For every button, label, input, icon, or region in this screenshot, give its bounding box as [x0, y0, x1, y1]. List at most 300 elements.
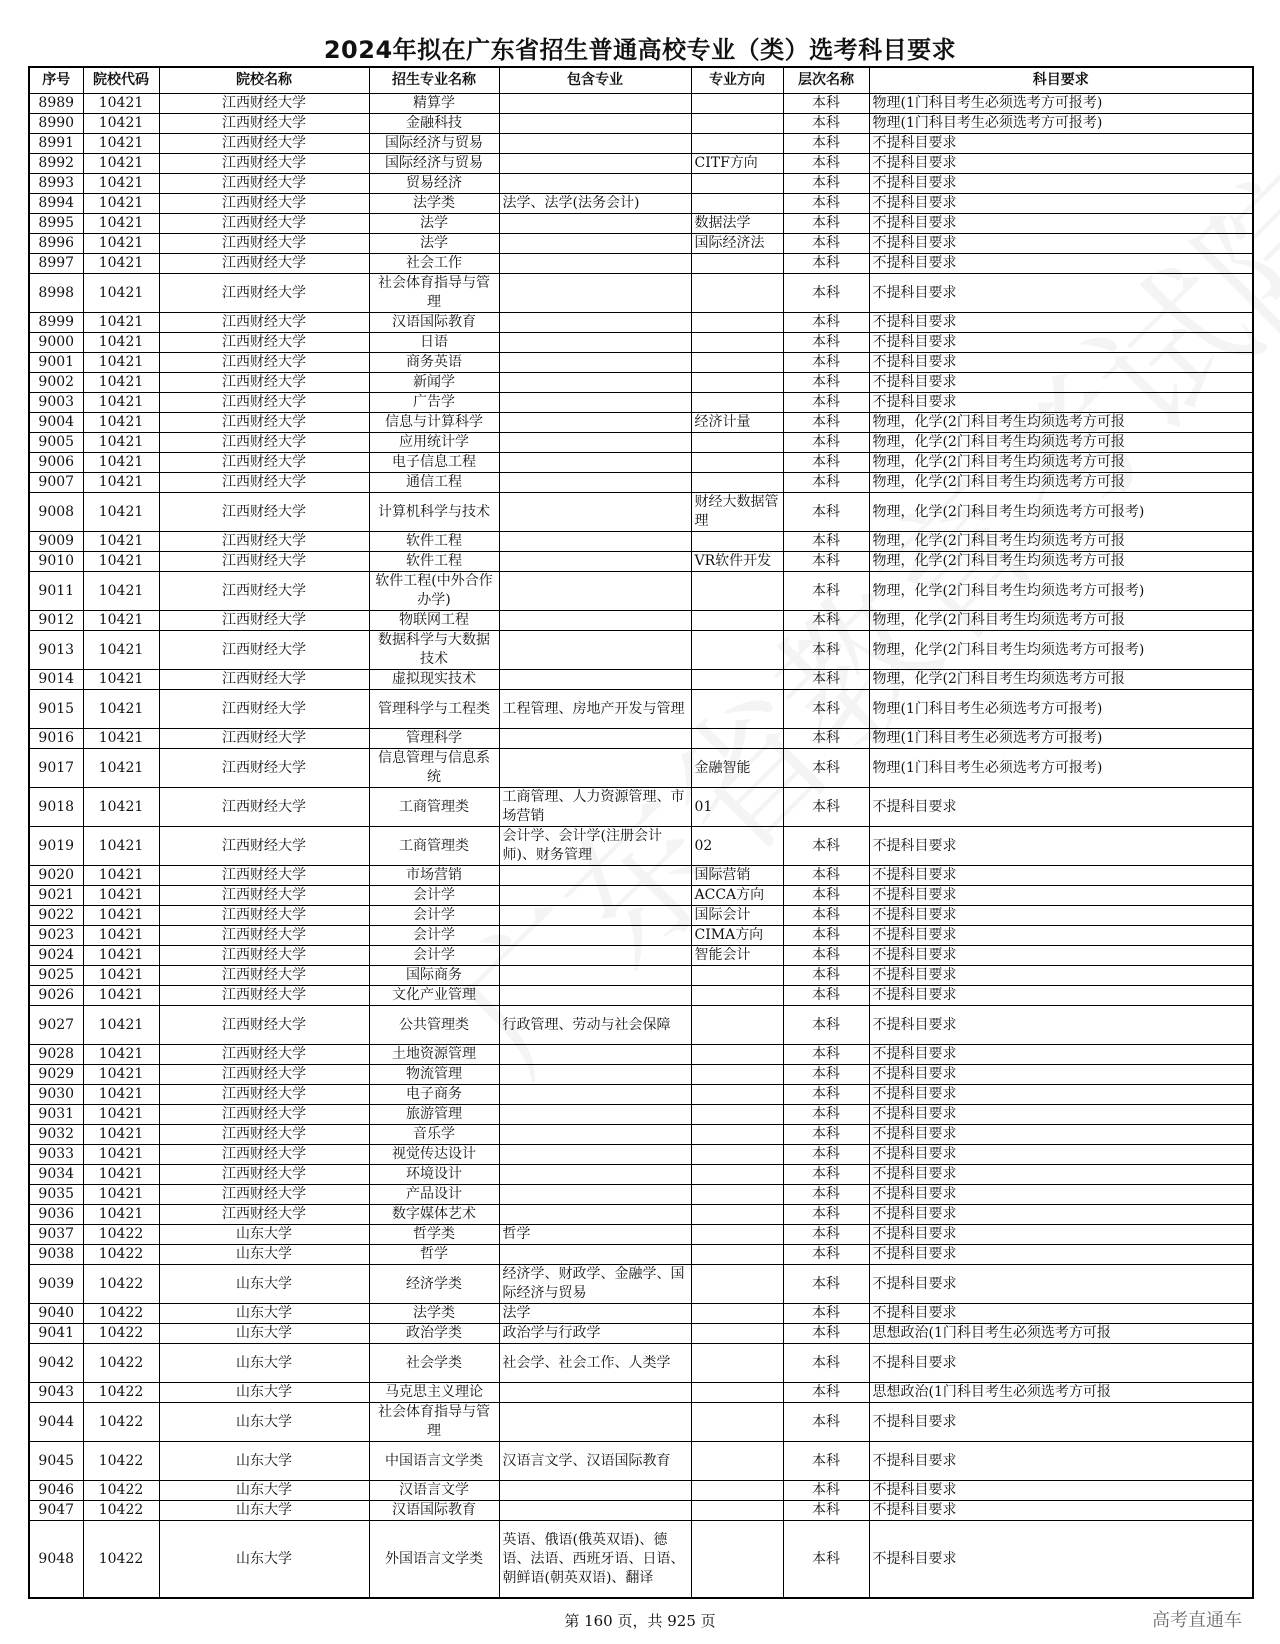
table-row — [29, 94, 1253, 114]
cell-level: 本科 — [783, 611, 869, 631]
cell-subject-requirement: 思想政治(1门科目考生必须选考方可报 — [869, 1324, 1253, 1344]
cell-direction — [691, 572, 783, 611]
cell-included-majors — [499, 134, 691, 154]
cell-included-majors — [499, 1442, 691, 1481]
cell-school-code: 10421 — [83, 631, 159, 670]
cell-school-code: 10422 — [83, 1344, 159, 1383]
cell-school-code: 10422 — [83, 1304, 159, 1324]
cell-school-code: 10421 — [83, 1105, 159, 1125]
cell-seq: 9012 — [29, 611, 83, 631]
cell-school-name: 江西财经大学 — [159, 333, 369, 353]
cell-direction — [691, 631, 783, 670]
cell-level: 本科 — [783, 946, 869, 966]
cell-school-code: 10421 — [83, 1065, 159, 1085]
cell-seq: 9040 — [29, 1304, 83, 1324]
table-row — [29, 1501, 1253, 1521]
cell-seq: 8995 — [29, 214, 83, 234]
cell-text: 社会体育指导与管理 — [378, 275, 490, 310]
table-row — [29, 532, 1253, 552]
cell-school-name: 江西财经大学 — [159, 532, 369, 552]
cell-included-majors — [499, 393, 691, 413]
cell-subject-requirement: 不提科目要求 — [869, 353, 1253, 373]
cell-text: 财经大数据管理 — [694, 494, 779, 529]
cell-major-name — [369, 1344, 499, 1383]
cell-major-name — [369, 749, 499, 788]
table-row — [29, 572, 1253, 611]
cell-major-name: 土地资源管理 — [369, 1045, 499, 1065]
cell-text: 工商管理类 — [399, 837, 469, 854]
cell-text: 软件工程(中外合作办学) — [375, 573, 493, 608]
cell-major-name: 会计学 — [369, 886, 499, 906]
cell-school-code: 10421 — [83, 906, 159, 926]
cell-text: 外国语言文学类 — [385, 1550, 483, 1567]
cell-direction — [691, 966, 783, 986]
cell-included-majors — [499, 1245, 691, 1265]
cell-level: 本科 — [783, 906, 869, 926]
cell-major-name: 贸易经济 — [369, 174, 499, 194]
cell-included-majors — [499, 274, 691, 313]
table-row — [29, 1205, 1253, 1225]
cell-school-name: 山东大学 — [159, 1324, 369, 1344]
cell-school-name: 江西财经大学 — [159, 1065, 369, 1085]
table-row — [29, 174, 1253, 194]
cell-included-majors — [499, 473, 691, 493]
cell-included-majors — [499, 373, 691, 393]
cell-school-name: 江西财经大学 — [159, 749, 369, 788]
cell-school-name: 江西财经大学 — [159, 1165, 369, 1185]
cell-school-code: 10421 — [83, 886, 159, 906]
cell-subject-requirement: 物理，化学(2门科目考生均须选考方可报 — [869, 413, 1253, 433]
cell-school-name: 江西财经大学 — [159, 986, 369, 1006]
cell-school-name: 江西财经大学 — [159, 866, 369, 886]
table-row — [29, 1225, 1253, 1245]
cell-level: 本科 — [783, 1265, 869, 1304]
cell-school-code: 10421 — [83, 788, 159, 827]
table-body — [29, 94, 1253, 1599]
cell-level: 本科 — [783, 254, 869, 274]
cell-major-name: 软件工程 — [369, 552, 499, 572]
cell-direction — [691, 114, 783, 134]
header-level: 层次名称 — [783, 67, 869, 94]
table-row — [29, 114, 1253, 134]
cell-included-majors — [499, 1481, 691, 1501]
cell-seq: 9033 — [29, 1145, 83, 1165]
table-row — [29, 274, 1253, 313]
cell-level: 本科 — [783, 1481, 869, 1501]
table-row — [29, 254, 1253, 274]
cell-seq: 9034 — [29, 1165, 83, 1185]
cell-subject-requirement: 不提科目要求 — [869, 1165, 1253, 1185]
cell-major-name — [369, 631, 499, 670]
cell-direction — [691, 986, 783, 1006]
cell-direction: 国际会计 — [691, 906, 783, 926]
cell-school-name: 江西财经大学 — [159, 254, 369, 274]
cell-level: 本科 — [783, 1145, 869, 1165]
cell-school-name: 山东大学 — [159, 1245, 369, 1265]
cell-level: 本科 — [783, 1324, 869, 1344]
table-row — [29, 1383, 1253, 1403]
cell-major-name: 信息与计算科学 — [369, 413, 499, 433]
cell-school-name: 江西财经大学 — [159, 690, 369, 729]
cell-subject-requirement — [869, 572, 1253, 611]
table-row — [29, 1344, 1253, 1383]
cell-subject-requirement: 不提科目要求 — [869, 214, 1253, 234]
cell-direction — [691, 373, 783, 393]
cell-included-majors — [499, 353, 691, 373]
table-row — [29, 906, 1253, 926]
cell-subject-requirement: 不提科目要求 — [869, 1145, 1253, 1165]
cell-direction — [691, 1145, 783, 1165]
cell-school-code: 10421 — [83, 114, 159, 134]
cell-direction — [691, 1521, 783, 1599]
table-row — [29, 1065, 1253, 1085]
cell-school-code: 10421 — [83, 552, 159, 572]
cell-subject-requirement: 不提科目要求 — [869, 1205, 1253, 1225]
cell-direction — [691, 1185, 783, 1205]
cell-direction — [691, 1006, 783, 1045]
cell-included-majors — [499, 214, 691, 234]
cell-school-code: 10421 — [83, 373, 159, 393]
cell-level: 本科 — [783, 827, 869, 866]
cell-major-name — [369, 572, 499, 611]
page-title: 2024年拟在广东省招生普通高校专业（类）选考科目要求 — [323, 36, 957, 64]
cell-seq: 8997 — [29, 254, 83, 274]
cell-school-name: 江西财经大学 — [159, 906, 369, 926]
cell-included-majors — [499, 234, 691, 254]
cell-subject-requirement: 不提科目要求 — [869, 174, 1253, 194]
cell-school-code: 10421 — [83, 986, 159, 1006]
cell-seq: 9020 — [29, 866, 83, 886]
header-subject-requirement: 科目要求 — [869, 67, 1253, 94]
cell-included-majors — [499, 552, 691, 572]
cell-major-name: 金融科技 — [369, 114, 499, 134]
cell-school-code: 10421 — [83, 729, 159, 749]
cell-level: 本科 — [783, 214, 869, 234]
cell-included-majors — [499, 313, 691, 333]
cell-direction — [691, 1085, 783, 1105]
cell-level: 本科 — [783, 1245, 869, 1265]
cell-included-majors — [499, 94, 691, 114]
cell-major-name: 哲学 — [369, 1245, 499, 1265]
cell-direction — [691, 1205, 783, 1225]
cell-subject-requirement — [869, 1521, 1253, 1599]
cell-direction — [691, 1501, 783, 1521]
cell-major-name: 马克思主义理论 — [369, 1383, 499, 1403]
table-row — [29, 788, 1253, 827]
cell-major-name: 会计学 — [369, 926, 499, 946]
cell-major-name: 视觉传达设计 — [369, 1145, 499, 1165]
cell-direction: 数据法学 — [691, 214, 783, 234]
cell-text: 不提科目要求 — [872, 284, 957, 301]
cell-school-code: 10421 — [83, 313, 159, 333]
cell-school-code: 10421 — [83, 1145, 159, 1165]
cell-direction — [691, 1324, 783, 1344]
cell-level: 本科 — [783, 1085, 869, 1105]
cell-school-name: 江西财经大学 — [159, 433, 369, 453]
cell-school-name: 江西财经大学 — [159, 670, 369, 690]
cell-level: 本科 — [783, 1125, 869, 1145]
cell-included-majors — [499, 1006, 691, 1045]
cell-major-name: 法学类 — [369, 1304, 499, 1324]
cell-major-name: 管理科学 — [369, 729, 499, 749]
cell-school-code: 10421 — [83, 194, 159, 214]
cell-school-name: 江西财经大学 — [159, 552, 369, 572]
cell-school-name: 山东大学 — [159, 1304, 369, 1324]
table-row — [29, 154, 1253, 174]
cell-major-name: 新闻学 — [369, 373, 499, 393]
cell-direction — [691, 353, 783, 373]
cell-level: 本科 — [783, 234, 869, 254]
cell-included-majors: 哲学 — [499, 1225, 691, 1245]
cell-major-name: 市场营销 — [369, 866, 499, 886]
cell-seq: 9013 — [29, 631, 83, 670]
cell-major-name — [369, 788, 499, 827]
cell-school-name: 江西财经大学 — [159, 1125, 369, 1145]
table-row — [29, 1125, 1253, 1145]
cell-school-code: 10421 — [83, 333, 159, 353]
cell-text: 物理，化学(2门科目考生均须选考方可报考) — [872, 641, 1145, 658]
cell-subject-requirement: 不提科目要求 — [869, 946, 1253, 966]
table-row — [29, 1403, 1253, 1442]
cell-major-name: 会计学 — [369, 906, 499, 926]
cell-direction — [691, 1265, 783, 1304]
cell-major-name: 法学 — [369, 214, 499, 234]
cell-subject-requirement: 不提科目要求 — [869, 1304, 1253, 1324]
cell-school-code: 10421 — [83, 926, 159, 946]
cell-level: 本科 — [783, 413, 869, 433]
table-row — [29, 473, 1253, 493]
cell-level: 本科 — [783, 552, 869, 572]
cell-level: 本科 — [783, 393, 869, 413]
cell-text: 物理(1门科目考生必须选考方可报考) — [872, 700, 1103, 717]
cell-level: 本科 — [783, 572, 869, 611]
cell-school-code: 10421 — [83, 154, 159, 174]
cell-subject-requirement: 不提科目要求 — [869, 926, 1253, 946]
cell-seq: 9044 — [29, 1403, 83, 1442]
cell-school-code: 10421 — [83, 214, 159, 234]
cell-subject-requirement: 物理(1门科目考生必须选考方可报考) — [869, 114, 1253, 134]
cell-seq: 9039 — [29, 1265, 83, 1304]
cell-school-name: 江西财经大学 — [159, 788, 369, 827]
cell-school-name: 江西财经大学 — [159, 453, 369, 473]
cell-subject-requirement — [869, 274, 1253, 313]
cell-included-majors: 法学 — [499, 1304, 691, 1324]
cell-included-majors — [499, 631, 691, 670]
cell-subject-requirement: 不提科目要求 — [869, 966, 1253, 986]
cell-subject-requirement: 不提科目要求 — [869, 254, 1253, 274]
cell-school-code: 10421 — [83, 254, 159, 274]
cell-major-name: 国际商务 — [369, 966, 499, 986]
cell-major-name: 社会工作 — [369, 254, 499, 274]
cell-school-name: 江西财经大学 — [159, 493, 369, 532]
cell-text: 中国语言文学类 — [385, 1452, 483, 1469]
cell-subject-requirement: 物理，化学(2门科目考生均须选考方可报 — [869, 670, 1253, 690]
table-row — [29, 1145, 1253, 1165]
cell-level: 本科 — [783, 154, 869, 174]
cell-subject-requirement — [869, 1344, 1253, 1383]
cell-direction — [691, 333, 783, 353]
cell-major-name: 物联网工程 — [369, 611, 499, 631]
cell-included-majors — [499, 1344, 691, 1383]
cell-school-code: 10421 — [83, 1165, 159, 1185]
cell-seq: 9002 — [29, 373, 83, 393]
cell-school-name: 山东大学 — [159, 1501, 369, 1521]
cell-seq: 9041 — [29, 1324, 83, 1344]
cell-direction — [691, 690, 783, 729]
cell-school-code: 10422 — [83, 1403, 159, 1442]
cell-school-code: 10421 — [83, 1045, 159, 1065]
cell-school-code: 10421 — [83, 453, 159, 473]
cell-subject-requirement: 不提科目要求 — [869, 194, 1253, 214]
table-row — [29, 611, 1253, 631]
cell-text: 汉语言文学、汉语国际教育 — [502, 1452, 671, 1469]
cell-included-majors — [499, 906, 691, 926]
cell-school-name: 山东大学 — [159, 1344, 369, 1383]
cell-school-code: 10421 — [83, 690, 159, 729]
cell-included-majors — [499, 966, 691, 986]
cell-subject-requirement: 不提科目要求 — [869, 1085, 1253, 1105]
table-row — [29, 986, 1253, 1006]
cell-subject-requirement: 不提科目要求 — [869, 1185, 1253, 1205]
cell-text: 物理，化学(2门科目考生均须选考方可报考) — [872, 503, 1145, 520]
table-row — [29, 1105, 1253, 1125]
cell-direction — [691, 493, 783, 532]
cell-seq: 9008 — [29, 493, 83, 532]
cell-level: 本科 — [783, 313, 869, 333]
cell-seq: 9009 — [29, 532, 83, 552]
table-row — [29, 1085, 1253, 1105]
cell-subject-requirement: 不提科目要求 — [869, 234, 1253, 254]
cell-school-code: 10421 — [83, 393, 159, 413]
cell-major-name: 法学 — [369, 234, 499, 254]
cell-school-code: 10421 — [83, 493, 159, 532]
cell-major-name: 广告学 — [369, 393, 499, 413]
cell-school-code: 10422 — [83, 1521, 159, 1599]
cell-included-majors — [499, 1145, 691, 1165]
cell-subject-requirement — [869, 631, 1253, 670]
table-row — [29, 926, 1253, 946]
cell-text: 01 — [694, 798, 713, 815]
cell-seq: 8998 — [29, 274, 83, 313]
cell-school-name: 江西财经大学 — [159, 154, 369, 174]
cell-major-name: 哲学类 — [369, 1225, 499, 1245]
cell-major-name — [369, 493, 499, 532]
cell-text: 02 — [694, 837, 713, 854]
cell-direction — [691, 254, 783, 274]
cell-level: 本科 — [783, 631, 869, 670]
cell-level: 本科 — [783, 373, 869, 393]
cell-seq: 9030 — [29, 1085, 83, 1105]
cell-school-code: 10421 — [83, 572, 159, 611]
cell-level: 本科 — [783, 1185, 869, 1205]
cell-school-code: 10421 — [83, 1125, 159, 1145]
cell-school-code: 10421 — [83, 274, 159, 313]
cell-level: 本科 — [783, 1045, 869, 1065]
cell-major-name: 虚拟现实技术 — [369, 670, 499, 690]
cell-school-code: 10422 — [83, 1481, 159, 1501]
cell-direction — [691, 827, 783, 866]
cell-school-name: 江西财经大学 — [159, 1205, 369, 1225]
cell-direction — [691, 1165, 783, 1185]
cell-level: 本科 — [783, 473, 869, 493]
cell-seq: 9022 — [29, 906, 83, 926]
cell-subject-requirement — [869, 690, 1253, 729]
cell-school-code: 10422 — [83, 1501, 159, 1521]
cell-school-code: 10421 — [83, 473, 159, 493]
cell-major-name: 法学类 — [369, 194, 499, 214]
cell-seq: 9019 — [29, 827, 83, 866]
table-row — [29, 690, 1253, 729]
cell-school-name: 山东大学 — [159, 1225, 369, 1245]
cell-text: 经济学类 — [406, 1275, 462, 1292]
cell-subject-requirement: 不提科目要求 — [869, 886, 1253, 906]
cell-school-code: 10422 — [83, 1442, 159, 1481]
cell-seq: 9025 — [29, 966, 83, 986]
cell-seq: 9014 — [29, 670, 83, 690]
cell-school-name: 江西财经大学 — [159, 1045, 369, 1065]
cell-included-majors — [499, 1185, 691, 1205]
cell-direction — [691, 1105, 783, 1125]
cell-included-majors — [499, 1501, 691, 1521]
cell-level: 本科 — [783, 493, 869, 532]
cell-school-name: 江西财经大学 — [159, 234, 369, 254]
cell-seq: 9048 — [29, 1521, 83, 1599]
cell-school-code: 10422 — [83, 1383, 159, 1403]
cell-major-name: 日语 — [369, 333, 499, 353]
cell-school-code: 10421 — [83, 134, 159, 154]
cell-subject-requirement: 不提科目要求 — [869, 154, 1253, 174]
cell-text: 社会学、社会工作、人类学 — [502, 1354, 671, 1371]
cell-seq: 9018 — [29, 788, 83, 827]
table-row — [29, 373, 1253, 393]
cell-level: 本科 — [783, 1165, 869, 1185]
cell-level: 本科 — [783, 1383, 869, 1403]
cell-direction — [691, 1403, 783, 1442]
cell-seq: 9046 — [29, 1481, 83, 1501]
cell-included-majors — [499, 1125, 691, 1145]
cell-major-name: 会计学 — [369, 946, 499, 966]
table-row — [29, 1265, 1253, 1304]
cell-subject-requirement — [869, 749, 1253, 788]
table-row — [29, 827, 1253, 866]
cell-school-name: 江西财经大学 — [159, 413, 369, 433]
requirements-table — [28, 66, 1254, 1599]
header-school-code: 院校代码 — [83, 67, 159, 94]
cell-school-name: 江西财经大学 — [159, 313, 369, 333]
cell-major-name: 软件工程 — [369, 532, 499, 552]
cell-seq: 9006 — [29, 453, 83, 473]
cell-subject-requirement — [869, 493, 1253, 532]
cell-seq: 9016 — [29, 729, 83, 749]
cell-seq: 8999 — [29, 313, 83, 333]
cell-school-name: 江西财经大学 — [159, 134, 369, 154]
cell-school-name: 江西财经大学 — [159, 1145, 369, 1165]
cell-seq: 9023 — [29, 926, 83, 946]
cell-school-name: 江西财经大学 — [159, 966, 369, 986]
table-row — [29, 866, 1253, 886]
cell-level: 本科 — [783, 174, 869, 194]
table-row — [29, 670, 1253, 690]
cell-included-majors — [499, 1065, 691, 1085]
table-row — [29, 453, 1253, 473]
cell-included-majors — [499, 611, 691, 631]
table-row — [29, 552, 1253, 572]
table-row — [29, 1165, 1253, 1185]
cell-major-name — [369, 690, 499, 729]
cell-direction — [691, 729, 783, 749]
cell-school-name: 江西财经大学 — [159, 729, 369, 749]
cell-major-name: 政治学类 — [369, 1324, 499, 1344]
